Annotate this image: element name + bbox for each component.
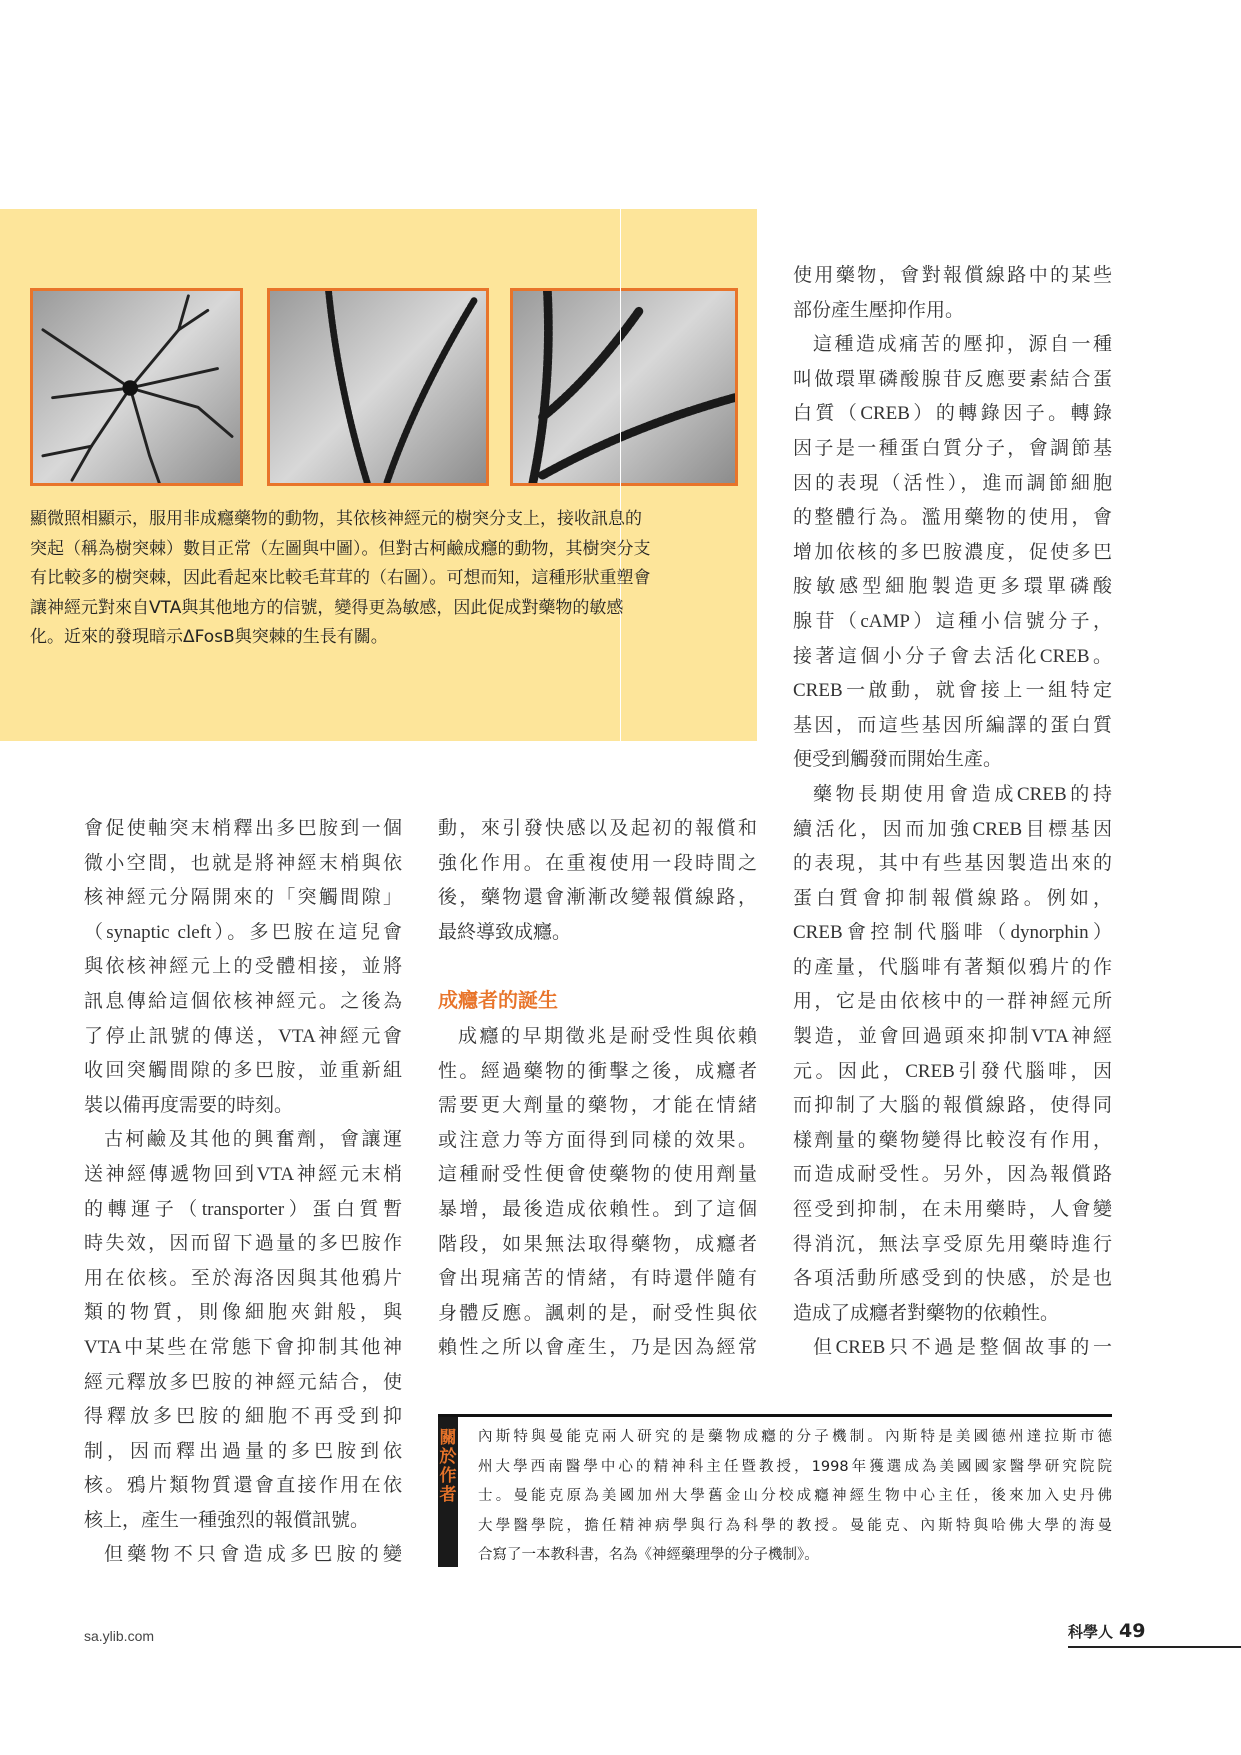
text-line: 身體反應。諷刺的是，耐受性與依 [438, 1302, 757, 1324]
left-column [84, 812, 402, 1573]
text-line: 強化作用。在重複使用一段時間之 [438, 852, 757, 874]
text-line: 的轉運子（transporter）蛋白質暫 [84, 1198, 402, 1220]
text-line: 核。鴉片類物質還會直接作用在依 [84, 1475, 402, 1497]
text-line: 的整體行為。濫用藥物的使用，會 [793, 507, 1112, 529]
text-line: 蛋白質會抑制報償線路。例如， [793, 887, 1112, 909]
text-line: 微小空間，也就是將神經末梢與依 [84, 852, 402, 874]
text-line: 因的表現（活性），進而調節細胞 [793, 472, 1112, 494]
caption-line: 有比較多的樹突棘，因此看起來比較毛茸茸的（右圖）。可想而知，這種形狀重塑會 [30, 568, 651, 588]
text-line: 收回突觸間隙的多巴胺，並重新組 [84, 1060, 402, 1082]
text-line: 用，它是由依核中的一群神經元所 [793, 991, 1112, 1013]
text-line: 時失效，因而留下過量的多巴胺作 [84, 1233, 402, 1255]
middle-column-top [438, 812, 757, 950]
text-line: 送神經傳遞物回到VTA神經元末梢 [84, 1163, 402, 1185]
caption-line: 突起（稱為樹突棘）數目正常（左圖與中圖）。但對古柯鹼成癮的動物，其樹突分支 [30, 538, 651, 559]
text-line: 各項活動所感受到的快感，於是也 [793, 1268, 1112, 1290]
text-line: 部份產生壓抑作用。 [793, 299, 965, 321]
figure-caption [30, 505, 745, 653]
text-line: 續活化，因而加強CREB目標基因 [793, 818, 1112, 840]
text-line: 而抑制了大腦的報償線路，使得同 [793, 1095, 1112, 1117]
text-line: CREB會控制代腦啡（dynorphin） [793, 922, 1112, 944]
text-line: 造成了成癮者對藥物的依賴性。 [793, 1302, 1060, 1324]
text-line: 這種耐受性便會使藥物的使用劑量 [438, 1164, 757, 1186]
about-authors-box [438, 1414, 1112, 1567]
author-line: 士。曼能克原為美國加州大學舊金山分校成癮神經生物中心主任，後來加入史丹佛 [478, 1488, 1112, 1504]
text-line: 最終導致成癮。 [438, 921, 572, 943]
text-line: 胺敏感型細胞製造更多環單磷酸 [793, 576, 1112, 598]
text-line: （synaptic cleft）。多巴胺在這兒會 [84, 921, 402, 943]
text-line: 會出現痛苦的情緒，有時還伴隨有 [438, 1268, 757, 1290]
text-line: 叫做環單磷酸腺苷反應要素結合蛋 [793, 368, 1112, 390]
caption-line: 顯微照相顯示，服用非成癮藥物的動物，其依核神經元的樹突分支上，接收訊息的 [30, 509, 642, 529]
text-line: 暴增，最後造成依賴性。到了這個 [438, 1198, 757, 1220]
neuron-photo-left [30, 288, 243, 486]
text-line: 但藥物不只會造成多巴胺的變 [103, 1544, 402, 1566]
neuron-image [33, 291, 240, 483]
text-line: 這種造成痛苦的壓抑，源自一種 [812, 334, 1112, 356]
text-line: 而造成耐受性。另外，因為報償路 [793, 1164, 1112, 1186]
text-line: 賴性之所以會產生，乃是因為經常 [438, 1337, 757, 1359]
text-line: 樣劑量的藥物變得比較沒有作用， [793, 1129, 1112, 1151]
text-line: 因子是一種蛋白質分子，會調節基 [793, 437, 1112, 459]
text-line: 接著這個小分子會去活化CREB。 [793, 645, 1112, 667]
section-heading: 成癮者的誕生 [438, 988, 558, 1012]
text-line: 與依核神經元上的受體相接，並將 [84, 956, 402, 978]
text-line: 得釋放多巴胺的細胞不再受到抑 [84, 1406, 402, 1428]
text-line: 成癮的早期徵兆是耐受性與依賴 [457, 1026, 757, 1047]
text-line: 會促使軸突末梢釋出多巴胺到一個 [84, 818, 402, 839]
text-line: 或注意力等方面得到同樣的效果。 [438, 1129, 757, 1151]
footer-rule [1068, 1646, 1241, 1648]
text-line: 使用藥物，會對報償線路中的某些 [793, 265, 1112, 286]
text-line: 類的物質，則像細胞夾鉗般，與 [84, 1302, 402, 1324]
text-line: 的產量，代腦啡有著類似鴉片的作 [793, 956, 1112, 978]
page-footer [1068, 1620, 1145, 1642]
label-char: 關 [439, 1428, 457, 1448]
right-column [793, 259, 1112, 1366]
text-line: 便受到觸發而開始生產。 [793, 749, 1003, 771]
text-line: 用在依核。至於海洛因與其他鴉片 [84, 1267, 402, 1289]
magazine-name: 科學人 [1068, 1623, 1114, 1641]
neuron-photo-right [510, 288, 738, 486]
text-line: 階段，如果無法取得藥物，成癮者 [438, 1233, 757, 1255]
label-char: 作 [439, 1466, 457, 1486]
author-line: 合寫了一本教科書，名為《神經藥理學的分子機制》。 [478, 1547, 819, 1563]
text-line: 性。經過藥物的衝擊之後，成癮者 [438, 1060, 757, 1082]
text-line: 裝以備再度需要的時刻。 [84, 1094, 294, 1116]
text-line: 腺苷（cAMP）這種小信號分子， [793, 610, 1112, 632]
neuron-photo-middle [267, 288, 489, 486]
text-line: 核上，產生一種強烈的報償訊號。 [84, 1509, 370, 1531]
caption-line: 讓神經元對來自VTA與其他地方的信號，變得更為敏感，因此促成對藥物的敏感 [30, 597, 624, 618]
text-line: 制，因而釋出過量的多巴胺到依 [84, 1440, 402, 1462]
text-line: 元。因此，CREB引發代腦啡，因 [793, 1060, 1112, 1082]
text-line: 核神經元分隔開來的「突觸間隙」 [84, 887, 402, 909]
text-line: VTA中某些在常態下會抑制其他神 [84, 1336, 402, 1358]
text-line: 動，來引發快感以及起初的報償和 [438, 818, 757, 839]
text-line: 製造，並會回過頭來抑制VTA神經 [793, 1026, 1112, 1048]
panel-divider [620, 209, 621, 741]
text-line: 得消沉，無法享受原先用藥時進行 [793, 1233, 1112, 1255]
text-line: 增加依核的多巴胺濃度，促使多巴 [793, 541, 1112, 563]
spiny-dendrite-image [513, 291, 735, 483]
middle-column-bottom [438, 1020, 757, 1366]
text-line: 後，藥物還會漸漸改變報償線路， [438, 887, 757, 909]
label-char: 於 [439, 1447, 457, 1467]
text-line: 古柯鹼及其他的興奮劑，會讓運 [103, 1129, 402, 1151]
author-line: 內斯特與曼能克兩人研究的是藥物成癮的分子機制。內斯特是美國德州達拉斯市德 [478, 1429, 1112, 1445]
text-line: 徑受到抑制，在未用藥時，人會變 [793, 1199, 1112, 1221]
text-line: 白質（CREB）的轉錄因子。轉錄 [793, 403, 1112, 425]
about-authors-label [438, 1417, 458, 1567]
caption-line: 化。近來的發現暗示ΔFosB與突棘的生長有關。 [30, 627, 388, 647]
text-line: 訊息傳給這個依核神經元。之後為 [84, 990, 402, 1012]
text-line: 需要更大劑量的藥物，才能在情緒 [438, 1095, 757, 1117]
text-line: 基因，而這些基因所編譯的蛋白質 [793, 714, 1112, 736]
author-line: 大學醫學院，擔任精神病學與行為科學的教授。曼能克、內斯特與哈佛大學的海曼 [478, 1517, 1112, 1534]
website-url: sa.ylib.com [84, 1628, 155, 1644]
text-line: 了停止訊號的傳送，VTA神經元會 [84, 1025, 402, 1047]
text-line: CREB一啟動，就會接上一組特定 [793, 680, 1112, 702]
page-number: 49 [1119, 1620, 1146, 1642]
author-line: 州大學西南醫學中心的精神科主任暨教授，1998年獲選成為美國國家醫學研究院院 [478, 1458, 1112, 1475]
text-line: 的表現，其中有些基因製造出來的 [793, 853, 1112, 875]
label-char: 者 [439, 1485, 457, 1505]
text-line: 但CREB只不過是整個故事的一 [812, 1337, 1112, 1359]
text-line: 藥物長期使用會造成CREB的持 [812, 783, 1112, 805]
dendrite-image [270, 291, 486, 483]
text-line: 經元釋放多巴胺的神經元結合，使 [84, 1371, 402, 1393]
about-authors-text [478, 1423, 1112, 1571]
